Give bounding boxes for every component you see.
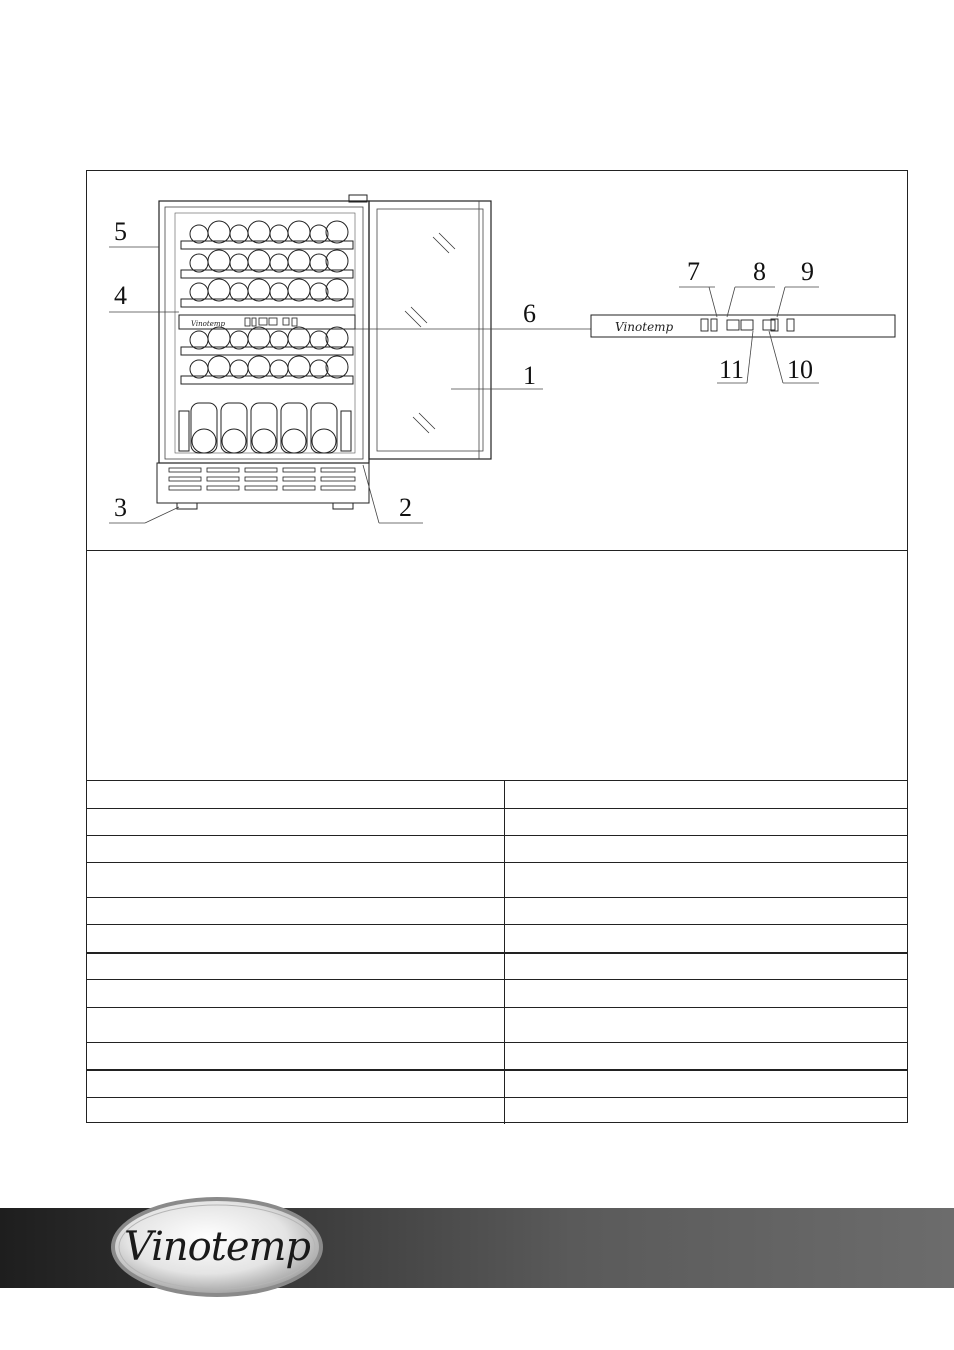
part-desc-cell (504, 863, 907, 898)
description-area (87, 551, 907, 780)
callout-11: 11 (719, 355, 745, 384)
part-desc-cell (504, 809, 907, 836)
appliance-diagram (87, 171, 907, 551)
table-row (87, 898, 907, 925)
callout-4: 4 (114, 281, 127, 310)
part-name-cell (87, 980, 504, 1008)
part-desc-cell (504, 1098, 907, 1124)
callout-6: 6 (523, 299, 536, 328)
table-row (87, 781, 907, 809)
callout-5: 5 (114, 217, 127, 246)
table-row (87, 1043, 907, 1070)
part-desc-cell (504, 1070, 907, 1098)
callout-7: 7 (687, 257, 700, 286)
part-desc-cell (504, 898, 907, 925)
callout-10: 10 (787, 355, 813, 384)
part-name-cell (87, 898, 504, 925)
part-name-cell (87, 1043, 504, 1070)
part-desc-cell (504, 781, 907, 809)
part-desc-cell (504, 836, 907, 863)
part-name-cell (87, 1070, 504, 1098)
table-row (87, 1098, 907, 1124)
part-name-cell (87, 1098, 504, 1124)
callout-8: 8 (753, 257, 766, 286)
part-desc-cell (504, 1043, 907, 1070)
product-frame (86, 170, 908, 1123)
table-row (87, 809, 907, 836)
callout-1: 1 (523, 361, 536, 390)
table-row (87, 925, 907, 953)
table-row (87, 1070, 907, 1098)
parts-table (87, 780, 907, 1124)
part-desc-cell (504, 980, 907, 1008)
callout-9: 9 (801, 257, 814, 286)
part-name-cell (87, 1008, 504, 1043)
mini-panel-brand: Vinotemp (191, 320, 225, 328)
callout-2: 2 (399, 493, 412, 522)
part-desc-cell (504, 953, 907, 980)
part-name-cell (87, 809, 504, 836)
callout-3: 3 (114, 493, 127, 522)
table-row (87, 953, 907, 980)
part-name-cell (87, 925, 504, 953)
part-desc-cell (504, 1008, 907, 1043)
table-row (87, 980, 907, 1008)
part-name-cell (87, 863, 504, 898)
part-name-cell (87, 953, 504, 980)
panel-brand: Vinotemp (615, 320, 674, 334)
table-row (87, 863, 907, 898)
logo-text: Vinotemp (123, 1224, 311, 1270)
table-row (87, 1008, 907, 1043)
wine-cooler-drawing (87, 171, 907, 550)
part-desc-cell (504, 925, 907, 953)
part-name-cell (87, 781, 504, 809)
part-name-cell (87, 836, 504, 863)
vinotemp-logo (108, 1195, 326, 1299)
table-row (87, 836, 907, 863)
